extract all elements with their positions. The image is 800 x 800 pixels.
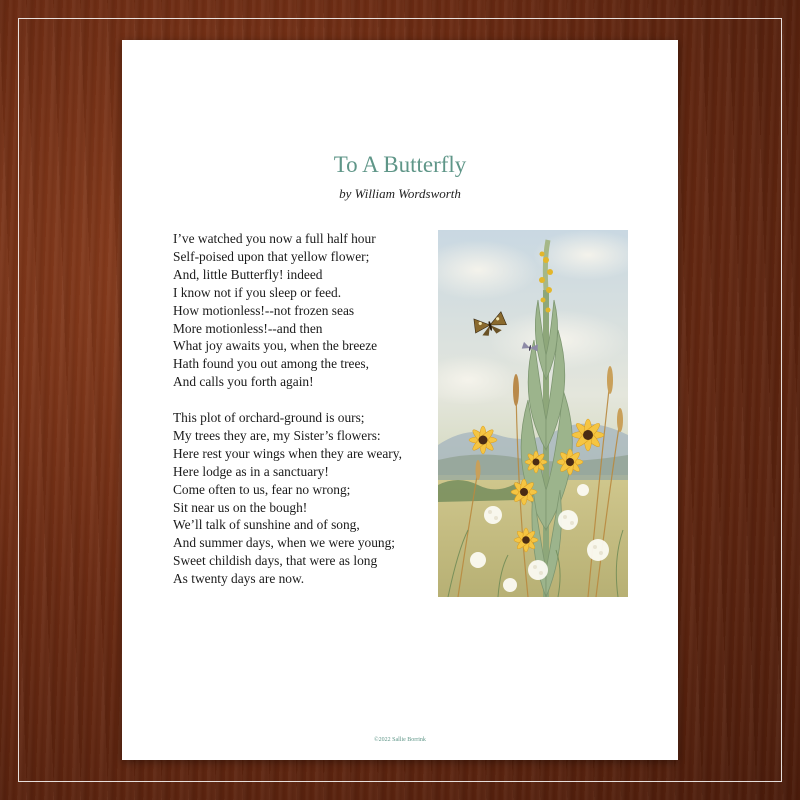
poem-line: And calls you forth again! (173, 374, 314, 390)
poem-line: My trees they are, my Sister’s flowers: (173, 427, 381, 443)
poem-line: This plot of orchard-ground is ours; (173, 410, 365, 426)
poem-line: Here rest your wings when they are weary, (173, 445, 402, 461)
poem-line: I’ve watched you now a full half hour (173, 231, 376, 246)
poem-line: As twenty days are now. (173, 571, 305, 587)
poem-line: Self-poised upon that yellow flower; (173, 248, 370, 264)
poem-page (122, 40, 678, 760)
poem-line: Sit near us on the bough! (173, 499, 308, 515)
poem-line: We’ll talk of sunshine and of song, (173, 517, 360, 533)
poem-byline: by William Wordsworth (339, 186, 461, 201)
poem-line: And, little Butterfly! indeed (173, 266, 323, 282)
poem-line: Come often to us, fear no wrong; (173, 481, 351, 497)
copyright-notice: ©2022 Sallie Borrink (374, 737, 426, 743)
flower-illustration-icon (438, 230, 628, 597)
poem-line: How motionless!--not frozen seas (173, 302, 355, 318)
poem-line: I know not if you sleep or feed. (173, 284, 342, 300)
botanical-illustration (438, 230, 628, 597)
poem-line: More motionless!--and then (173, 320, 323, 336)
stanza-1 (173, 230, 433, 391)
poem-line: Here lodge as in a sanctuary! (173, 463, 329, 479)
poem-body (173, 230, 433, 606)
poem-line: Hath found you out among the trees, (173, 356, 369, 372)
poem-line: Sweet childish days, that were as long (173, 553, 378, 569)
poem-line: And summer days, when we were young; (173, 535, 396, 551)
poem-title: To A Butterfly (333, 152, 467, 177)
stanza-2 (173, 409, 433, 588)
poem-line: What joy awaits you, when the breeze (173, 338, 378, 354)
